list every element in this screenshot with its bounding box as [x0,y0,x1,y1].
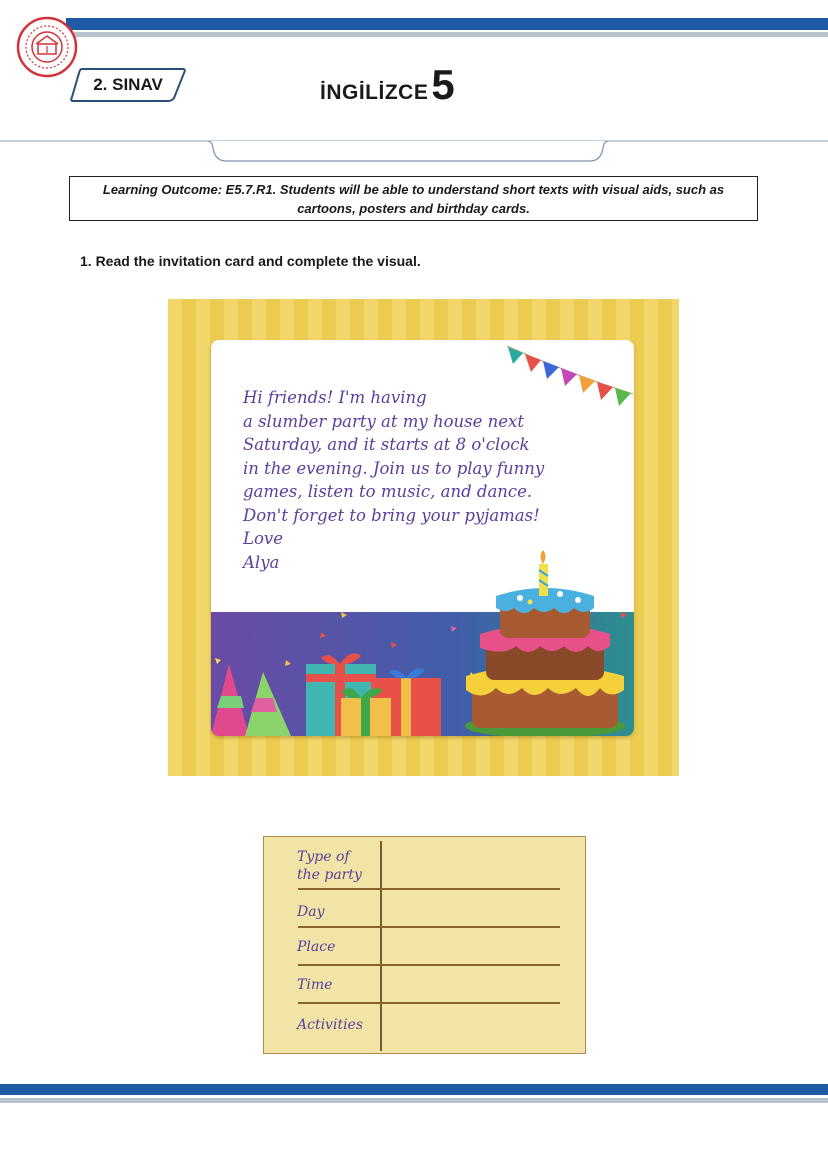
table-row-line [298,888,560,890]
table-row-line [298,964,560,966]
table-label-type-line1: Type of [297,849,350,865]
table-label-type [297,848,362,884]
invitation-message [243,386,603,574]
header-divider [0,136,828,168]
subject-title [320,61,455,108]
invitation-line: Hi friends! I'm having [243,388,427,407]
table-row-line [298,1002,560,1004]
learning-outcome-line1: Learning Outcome: E5.7.R1. Students will be able to understand short texts with visual aids, such as [102,182,725,197]
subject-name: İNGİLİZCE [320,81,429,104]
invitation-line: games, listen to music, and dance. [243,482,533,501]
table-label-activities: Activities [297,1017,364,1033]
header-gray-bar [74,32,828,37]
grade-number: 5 [431,61,455,108]
bunting-icon [505,342,635,412]
footer-blue-bar [0,1084,828,1095]
table-label-place: Place [297,939,336,955]
learning-outcome-line2: cartoons, posters and birthday cards. [297,201,530,216]
birthday-cake-icon [460,550,630,736]
invitation-line: in the evening. Join us to play funny [243,458,545,478]
invitation-line: Don't forget to bring your pyjamas! [243,505,540,525]
learning-outcome-box [69,176,758,221]
exam-label: 2. SINAV [93,75,163,94]
header-blue-bar [66,18,828,30]
invitation-line: Saturday, and it starts at 8 o'clock [243,435,530,454]
footer-gray-bar [0,1098,828,1103]
table-label-time: Time [297,977,333,993]
table-divider-vertical [380,841,382,1051]
table-row-line [298,926,560,928]
invitation-signature: Alya [243,552,280,572]
question-instruction: 1. Read the invitation card and complete the visual. [80,253,421,269]
ministry-seal-icon [16,16,78,78]
invitation-closing: Love [243,529,283,548]
invitation-line: a slumber party at my house next [243,411,524,431]
table-label-day: Day [297,904,325,920]
table-label-type-line2: the party [297,867,362,883]
